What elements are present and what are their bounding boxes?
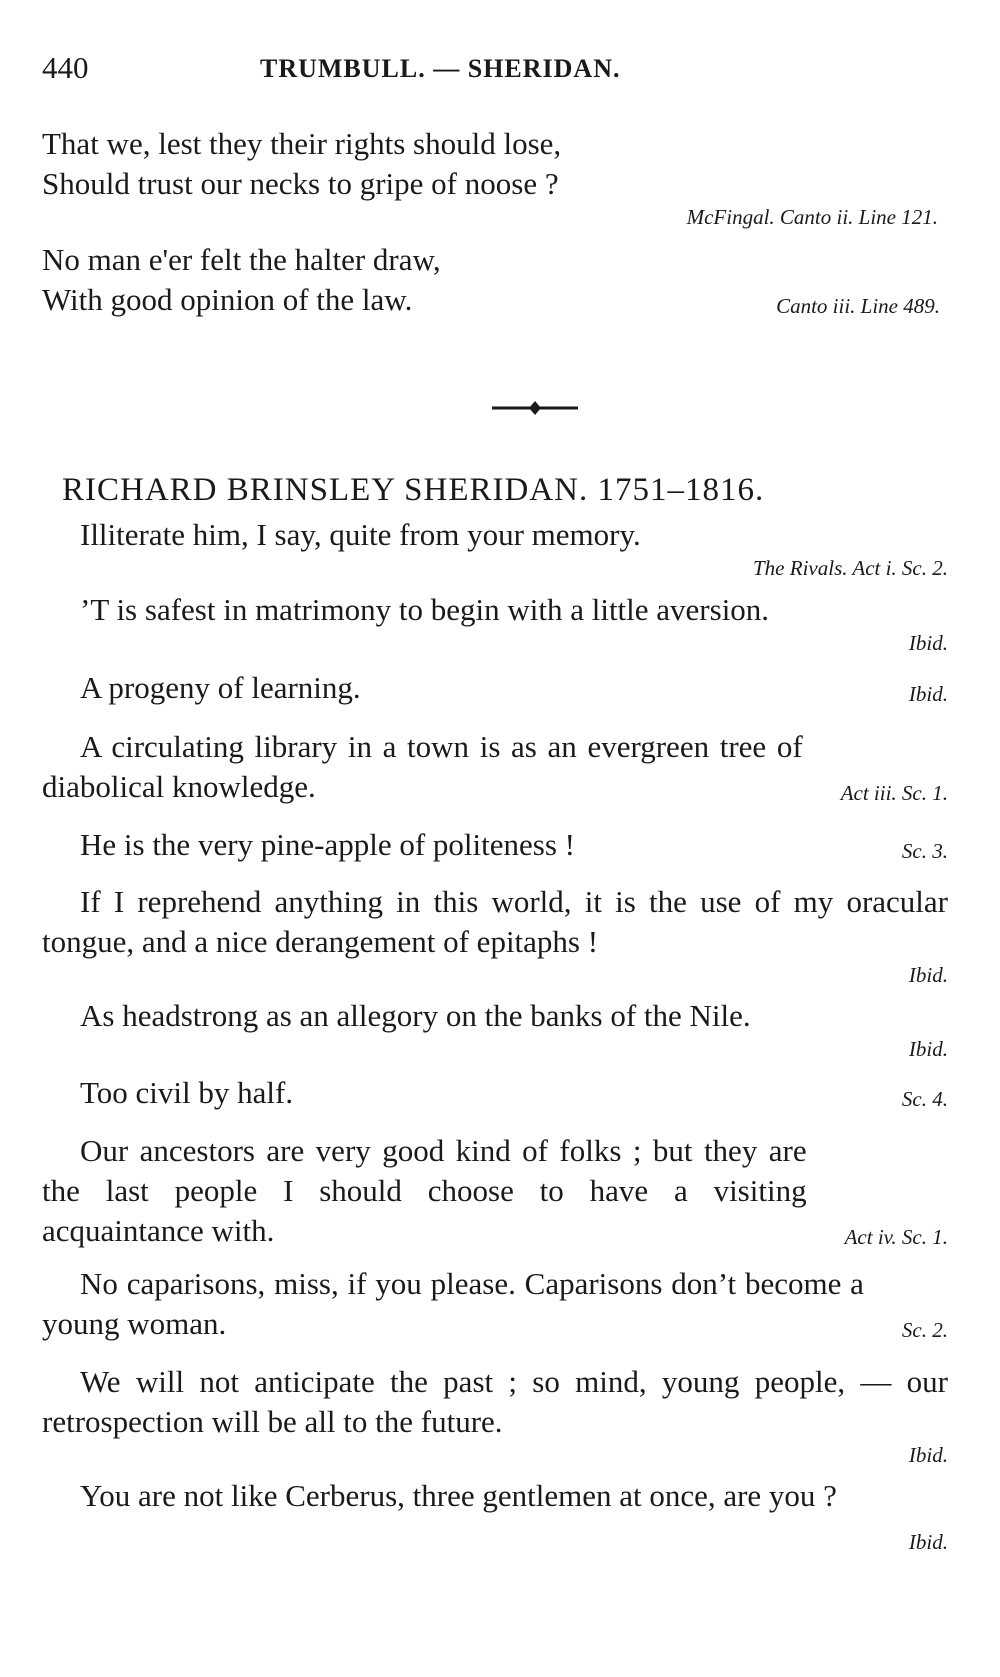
citation: Ibid.: [908, 1443, 948, 1467]
quote-text-span: No caparisons, miss, if you please. Caparisons don’t become a young woman.: [42, 1266, 864, 1341]
section-divider-ornament: [490, 398, 580, 418]
quote-block: [42, 590, 948, 656]
citation: Act iii. Sc. 1.: [840, 781, 948, 805]
quote-text: We will not anticipate the past ; so mind, young people, — our retrospection will be all to the future.: [42, 1364, 948, 1439]
section-heading: RICHARD BRINSLEY SHERIDAN. 1751–1816.: [62, 472, 765, 508]
page-header: [42, 50, 948, 90]
quote-text: As headstrong as an allegory on the banks of the Nile.: [80, 998, 751, 1033]
quote-text: If I reprehend anything in this world, it is the use of my oracular tongue, and a nice derangement of epitaphs !: [42, 884, 948, 959]
citation: Sc. 2.: [901, 1318, 948, 1342]
quote-block: [42, 1362, 948, 1468]
quote-block: [42, 1264, 948, 1350]
quote-text: Illiterate him, I say, quite from your memory.: [80, 517, 641, 552]
running-title: TRUMBULL. — SHERIDAN.: [260, 54, 621, 83]
citation: Act iv. Sc. 1.: [844, 1225, 948, 1249]
quote-block: [42, 1476, 948, 1562]
citation: Sc. 4.: [901, 1087, 948, 1111]
citation: Ibid.: [908, 631, 948, 655]
quote-block: [42, 1073, 948, 1119]
citation: Ibid.: [908, 1530, 948, 1554]
quote-block: [42, 996, 948, 1062]
quote-block: [42, 1131, 948, 1257]
quote-text: ’T is safest in matrimony to begin with a little aversion.: [80, 592, 770, 627]
quote-text: He is the very pine-apple of politeness !: [80, 827, 575, 862]
quote-text: Too civil by half.: [80, 1075, 294, 1110]
verse-line: That we, lest they their rights should lose,: [42, 126, 562, 161]
verse-line: No man e'er felt the halter draw,: [42, 242, 441, 277]
citation: Canto iii. Line 489.: [776, 294, 940, 318]
quote-block: [42, 882, 948, 988]
quote-block: [42, 515, 948, 581]
citation: Sc. 3.: [901, 839, 948, 863]
quote-text-span: Our ancestors are very good kind of folks ; but they are the last people I should choose to have a visiting acquaintance with.: [42, 1133, 807, 1248]
quote-block: [42, 727, 948, 813]
verse-stanza: [42, 240, 948, 320]
citation: The Rivals. Act i. Sc. 2.: [753, 556, 948, 580]
quote-block: [42, 825, 948, 871]
verse-stanza: [42, 124, 948, 230]
quote-text: A progeny of learning.: [80, 670, 361, 705]
verse-line: Should trust our necks to gripe of noose ?: [42, 166, 559, 201]
verse-line: With good opinion of the law.: [42, 282, 413, 317]
book-page: [42, 0, 948, 1677]
citation: McFingal. Canto ii. Line 121.: [686, 205, 938, 229]
quote-text: [42, 1476, 948, 1554]
quote-text: [42, 727, 948, 807]
quote-text-span: You are not like Cerberus, three gentlemen at once, are you ?: [80, 1478, 837, 1513]
page-number: 440: [42, 50, 89, 85]
quote-block: [42, 668, 948, 714]
quote-text: [42, 1131, 948, 1251]
quote-text: [42, 1264, 948, 1344]
quote-text-span: A circulating library in a town is as an evergreen tree of diabolical knowledge.: [42, 729, 803, 804]
citation: Ibid.: [908, 963, 948, 987]
citation: Ibid.: [908, 682, 948, 706]
citation: Ibid.: [908, 1037, 948, 1061]
